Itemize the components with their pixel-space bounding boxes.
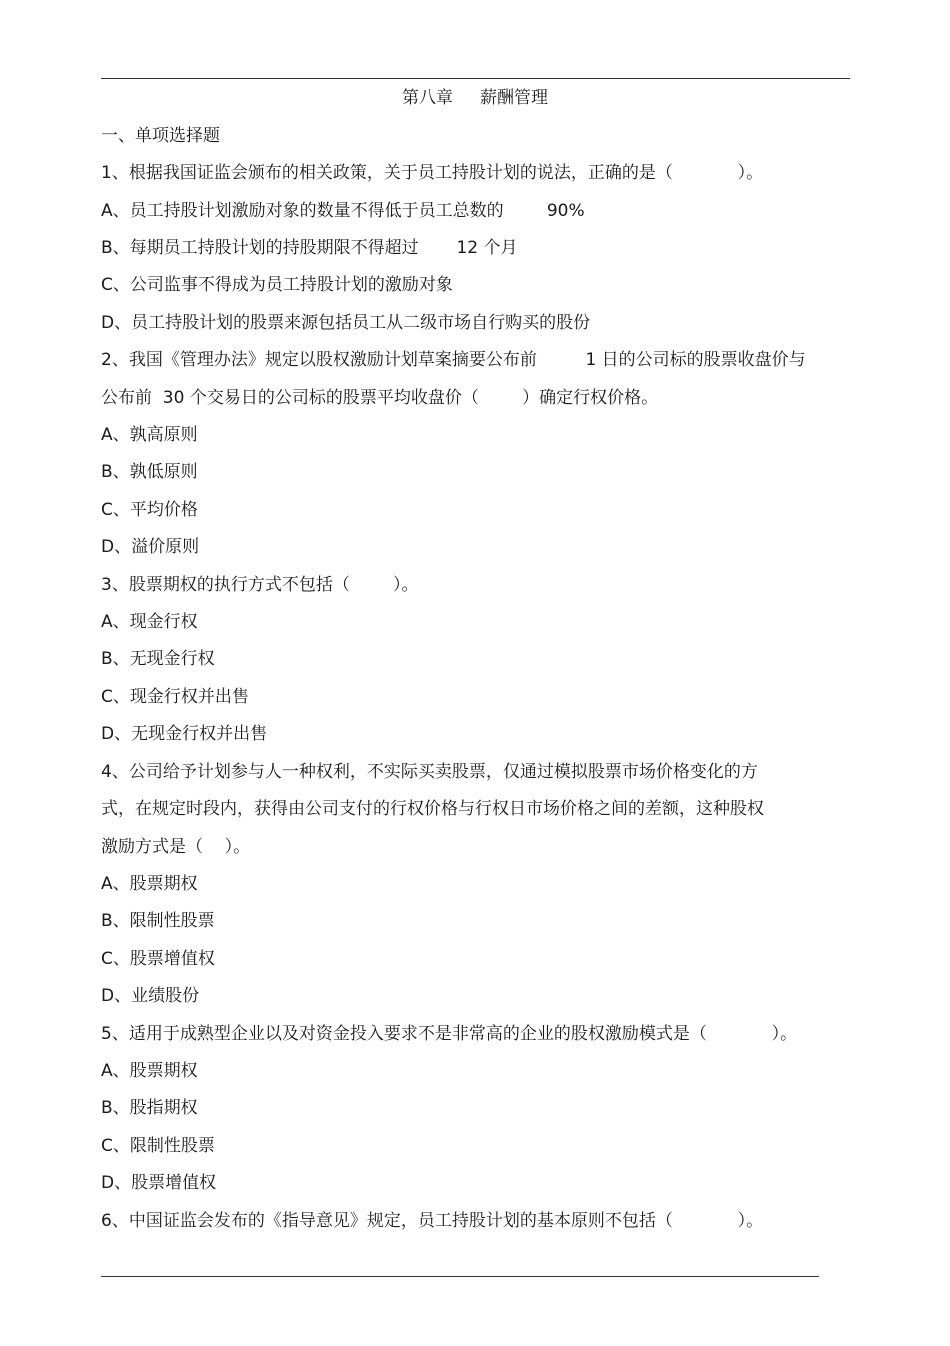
- question-3-option-d: D、无现金行权并出售: [101, 724, 268, 744]
- question-2-option-a: A、孰高原则: [101, 425, 198, 445]
- question-4-option-c: C、股票增值权: [101, 949, 215, 969]
- question-2-option-c: C、平均价格: [101, 500, 198, 520]
- question-1-option-c: C、公司监事不得成为员工持股计划的激励对象: [101, 275, 453, 295]
- question-4-stem-line-1: 4、公司给予计划参与人一种权利，不实际买卖股票，仅通过模拟股票市场价格变化的方: [101, 762, 758, 782]
- question-4-option-d: D、业绩股份: [101, 986, 200, 1006]
- question-1-option-a: A、员工持股计划激励对象的数量不得低于员工总数的 90%: [101, 201, 585, 221]
- question-2-option-d: D、溢价原则: [101, 537, 200, 557]
- question-1-option-b: B、每期员工持股计划的持股期限不得超过 12 个月: [101, 238, 518, 258]
- question-5-option-a: A、股票期权: [101, 1061, 198, 1081]
- question-2-stem-line-2: 公布前 30 个交易日的公司标的股票平均收盘价（ ）确定行权价格。: [101, 388, 659, 408]
- header-rule: [101, 78, 850, 79]
- chapter-title: 第八章 薪酬管理: [401, 88, 549, 108]
- question-5-option-b: B、股指期权: [101, 1098, 198, 1118]
- question-5-stem: 5、适用于成熟型企业以及对资金投入要求不是非常高的企业的股权激励模式是（ ）。: [101, 1024, 798, 1044]
- question-2-stem-line-1: 2、我国《管理办法》规定以股权激励计划草案摘要公布前 1 日的公司标的股票收盘价与: [101, 350, 806, 370]
- question-5-option-c: C、限制性股票: [101, 1136, 215, 1156]
- question-4-option-b: B、限制性股票: [101, 911, 215, 931]
- question-1-option-d: D、员工持股计划的股票来源包括员工从二级市场自行购买的股份: [101, 313, 591, 333]
- question-3-stem: 3、股票期权的执行方式不包括（ ）。: [101, 575, 419, 595]
- question-3-option-b: B、无现金行权: [101, 649, 215, 669]
- question-4-stem-line-2: 式，在规定时段内，获得由公司支付的行权价格与行权日市场价格之间的差额，这种股权: [101, 799, 764, 819]
- question-2-option-b: B、孰低原则: [101, 462, 198, 482]
- question-5-option-d: D、股票增值权: [101, 1173, 217, 1193]
- question-4-stem-line-3: 激励方式是（ ）。: [101, 837, 251, 857]
- question-1-stem: 1、根据我国证监会颁布的相关政策，关于员工持股计划的说法，正确的是（ ）。: [101, 163, 764, 183]
- question-3-option-a: A、现金行权: [101, 612, 198, 632]
- footer-rule: [101, 1276, 819, 1277]
- question-3-option-c: C、现金行权并出售: [101, 687, 249, 707]
- question-6-stem: 6、中国证监会发布的《指导意见》规定，员工持股计划的基本原则不包括（ ）。: [101, 1211, 764, 1231]
- section-heading: 一、单项选择题: [101, 126, 220, 146]
- question-4-option-a: A、股票期权: [101, 874, 198, 894]
